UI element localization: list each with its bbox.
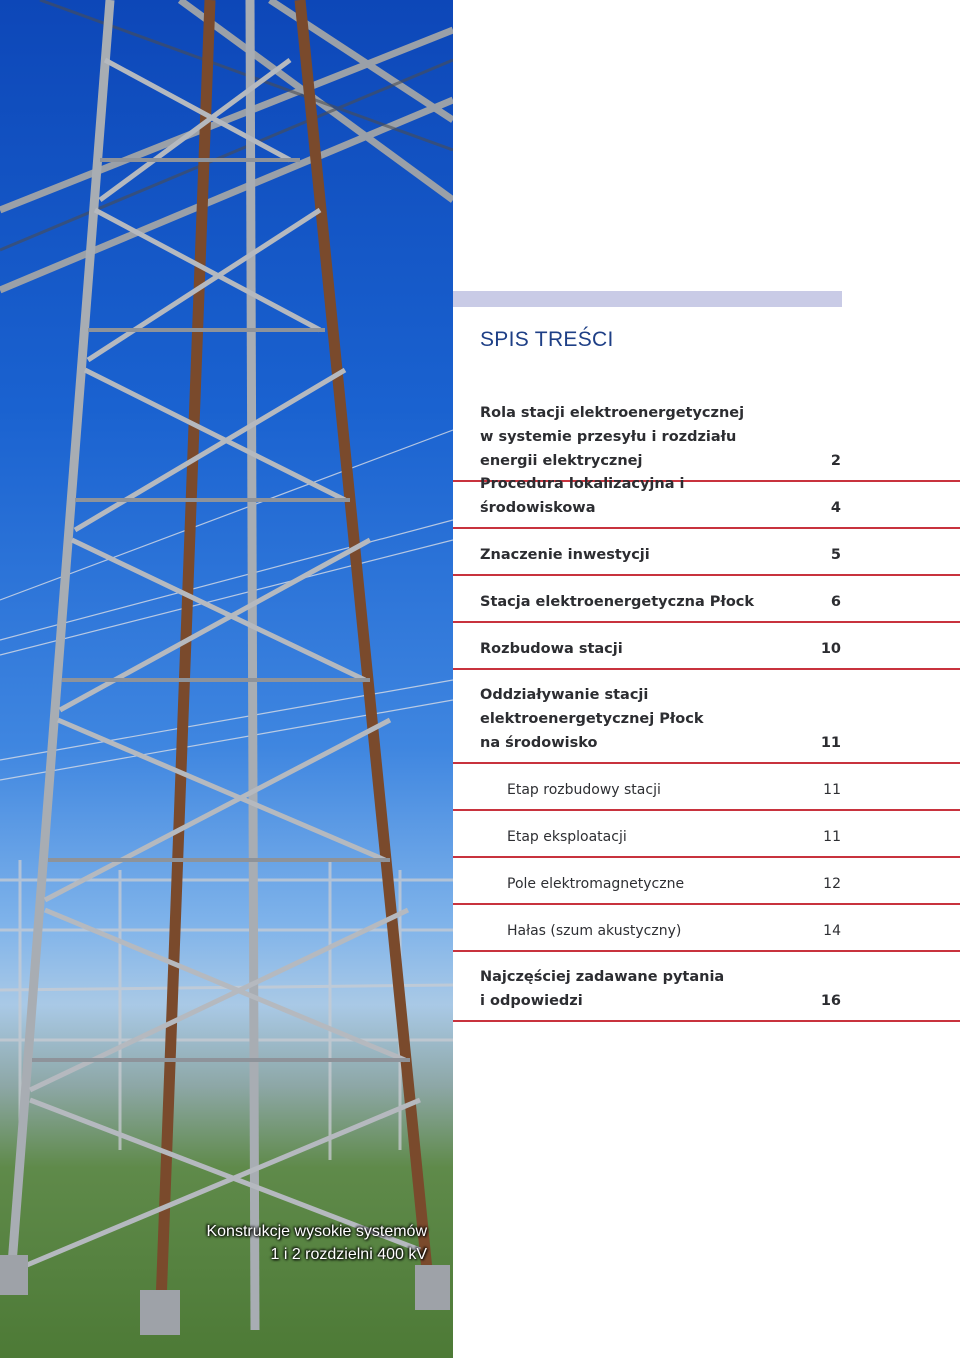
photo-caption-line: 1 i 2 rozdzielni 400 kV bbox=[270, 1246, 427, 1263]
toc-entry[interactable] bbox=[453, 400, 960, 482]
toc-entry-line: Pole elektromagnetyczne bbox=[507, 876, 685, 892]
toc-entry-page: 14 bbox=[823, 923, 841, 939]
toc-entry-label bbox=[480, 401, 790, 473]
toc-entry-line: Stacja elektroenergetyczna Płock bbox=[480, 594, 755, 610]
toc-entry-label bbox=[480, 472, 790, 520]
toc-entry-page: 6 bbox=[830, 594, 841, 610]
header-accent-bar bbox=[453, 291, 842, 307]
toc-entry-page: 4 bbox=[830, 500, 841, 516]
toc-entry[interactable] bbox=[453, 529, 960, 576]
toc-entry-line: i odpowiedzi bbox=[480, 993, 583, 1009]
toc-subentry[interactable] bbox=[453, 858, 960, 905]
photo-caption-line: Konstrukcje wysokie systemów bbox=[206, 1223, 427, 1240]
toc-entry-line: Etap eksploatacji bbox=[507, 829, 627, 845]
toc-entry[interactable] bbox=[453, 476, 960, 529]
toc-entry[interactable] bbox=[453, 670, 960, 764]
toc-entry-line: Znaczenie inwestycji bbox=[480, 547, 650, 563]
toc-entry-page: 5 bbox=[830, 547, 841, 563]
toc-entry-line: Procedura lokalizacyjna i środowiskowa bbox=[480, 476, 685, 516]
toc-entry-line: w systemie przesyłu i rozdziału bbox=[480, 429, 737, 445]
toc-entry-page: 11 bbox=[820, 735, 841, 751]
toc-subentry[interactable] bbox=[453, 764, 960, 811]
toc-entry[interactable] bbox=[453, 576, 960, 623]
toc-entry-line: na środowisko bbox=[480, 735, 598, 751]
tower-photo bbox=[0, 0, 453, 1358]
toc-entry-label bbox=[480, 965, 790, 1013]
toc-entry-line: Rozbudowa stacji bbox=[480, 641, 623, 657]
toc-entry-page: 12 bbox=[823, 876, 841, 892]
toc-entry-label bbox=[507, 919, 817, 943]
toc-entry[interactable] bbox=[453, 952, 960, 1022]
toc-entry-label bbox=[480, 683, 790, 755]
toc-entry-label bbox=[480, 637, 790, 661]
tower-lattice-illustration bbox=[0, 0, 453, 1358]
photo-caption bbox=[0, 1220, 427, 1266]
toc-subentry[interactable] bbox=[453, 811, 960, 858]
toc-entry-label bbox=[507, 872, 817, 896]
toc-entry-page: 16 bbox=[820, 993, 841, 1009]
toc-entry-page: 11 bbox=[823, 782, 841, 798]
toc-entry[interactable] bbox=[453, 623, 960, 670]
toc-entry-label bbox=[480, 543, 790, 567]
toc-entry-line: Hałas (szum akustyczny) bbox=[507, 923, 682, 939]
toc-entry-page: 11 bbox=[823, 829, 841, 845]
toc-entry-label bbox=[507, 778, 817, 802]
toc-entry-line: energii elektrycznej bbox=[480, 453, 643, 469]
toc-entry-line: Etap rozbudowy stacji bbox=[507, 782, 661, 798]
toc-subentry[interactable] bbox=[453, 905, 960, 952]
toc-title: SPIS TREŚCI bbox=[480, 328, 614, 351]
toc-entry-line: elektroenergetycznej Płock bbox=[480, 711, 704, 727]
table-of-contents bbox=[453, 400, 960, 1022]
toc-entry-label bbox=[480, 590, 790, 614]
toc-entry-line: Oddziaływanie stacji bbox=[480, 687, 649, 703]
toc-entry-page: 2 bbox=[830, 453, 841, 469]
toc-entry-line: Najczęściej zadawane pytania bbox=[480, 969, 725, 985]
toc-entry-line: Rola stacji elektroenergetycznej bbox=[480, 405, 745, 421]
toc-entry-page: 10 bbox=[820, 641, 841, 657]
toc-entry-label bbox=[507, 825, 817, 849]
